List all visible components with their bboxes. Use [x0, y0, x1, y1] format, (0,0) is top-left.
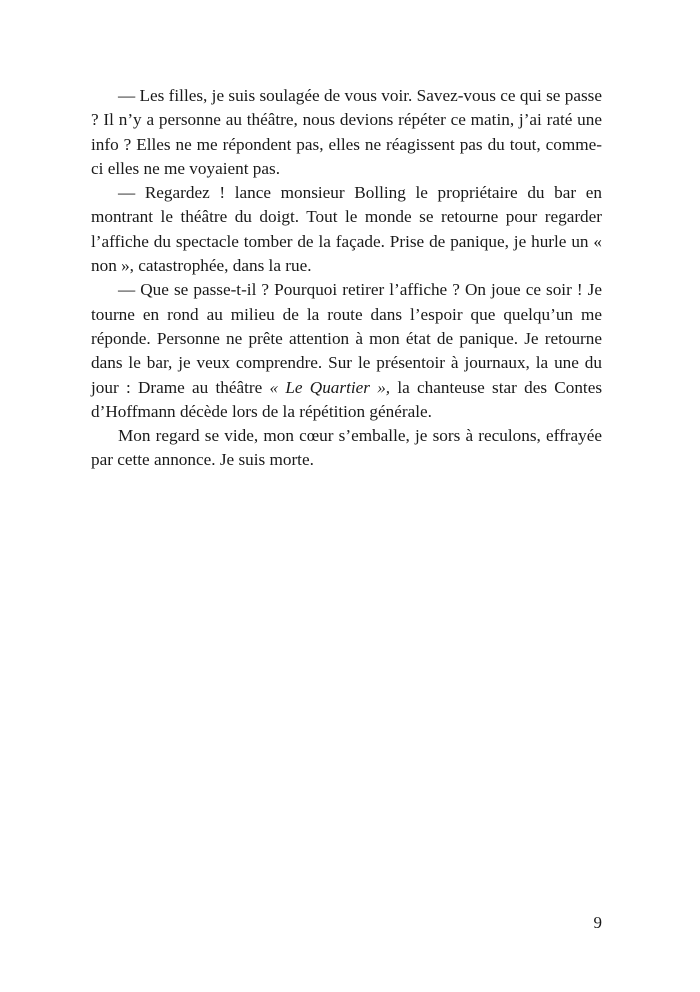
paragraph-text: la chanteuse star des Contes d’Hoffmann décède lors de la répétition générale. [91, 377, 603, 421]
paragraph-text: — Les filles, je suis soulagée de vous voir. Savez-vous ce qui se passe ? Il n’y a personne au théâtre, nous devions répéter ce matin, j’ai raté une info ? Elles ne me répondent pas, elles ne réagissent pas du tout, comme-ci elles ne me voyaient pas. [91, 86, 602, 178]
paragraph-1 [91, 84, 602, 181]
body-text [91, 84, 602, 473]
newspaper-headline-italic: « Le Quartier », [269, 377, 391, 397]
page-number: 9 [593, 913, 602, 932]
paragraph-2 [91, 181, 602, 278]
paragraph-3 [91, 278, 602, 424]
paragraph-text: — Regardez ! lance monsieur Bolling le propriétaire du bar en montrant le théâtre du doigt. Tout le monde se retourne pour regarder l’affiche du spectacle tomber de la façade. Prise de panique, je hurle un « non », catastrophée, dans la rue. [91, 183, 602, 276]
paragraph-text: — Que se passe-t-il ? Pourquoi retirer l’affiche ? On joue ce soir ! Je tourne en rond au milieu de la route dans l’espoir que quelqu’un me réponde. Personne ne prête attention à mon état de panique. Je retourne dans le bar, je veux comprendre. Sur le présentoir à journaux, la une du jour : Drame au théâtre [91, 280, 602, 397]
paragraph-4 [91, 424, 602, 473]
paragraph-text: Mon regard se vide, mon cœur s’emballe, je sors à reculons, effrayée par cette annonce. Je suis morte. [91, 426, 602, 470]
